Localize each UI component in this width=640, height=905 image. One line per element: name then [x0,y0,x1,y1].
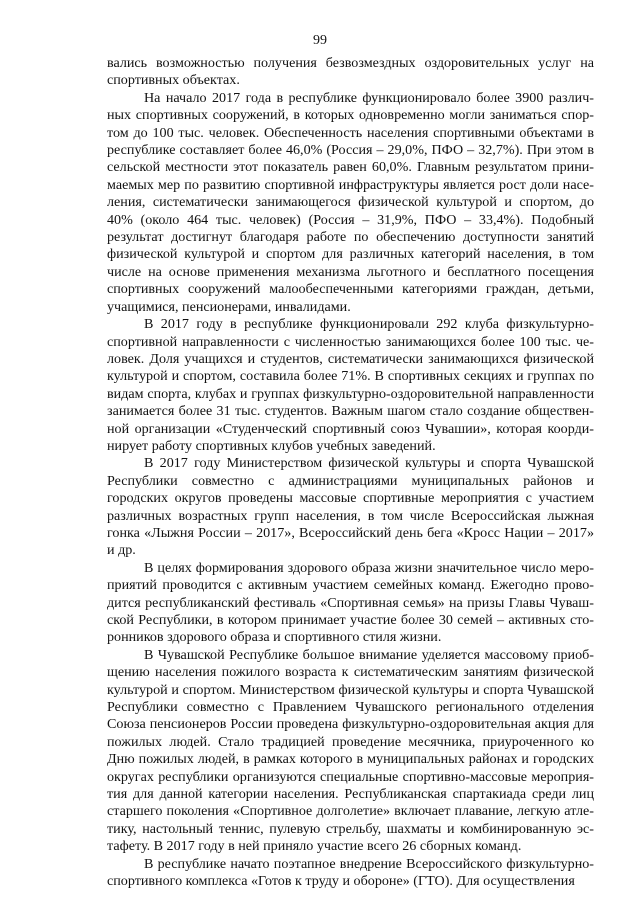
paragraph-family-teams: В целях формирования здорового образа жизни значительное число мероприятий проводится с активным участием семейных команд. Ежегодно проводится республиканский фестиваль «Спортивная семья» на призы Главы Чувашской Республики, в котором принимает участие более 30 семей – активных сторонников здорового образа и спортивного стиля жизни. [107,559,594,646]
paragraph-continuation: вались возможностью получения безвозмездных оздоровительных услуг на спортивных объектах. [107,55,594,89]
paragraph-sports-facilities: На начало 2017 года в республике функционировало более 3900 различных спортивных сооружений, в которых одновременно могли заниматься спортом до 100 тыс. человек. Обеспеченность населения спортивными объектами в республике составляет более 46,0% (Россия – 29,0%, ПФО – 32,7%). При этом в сельской местности этот показатель равен 60,0%. Главным результатом принимаемых мер по развитию спортивной инфраструктуры является рост доли населения, систематически занимающегося физической культурой и спортом, до 40% (около 464 тыс. человек) (Россия – 31,9%, ПФО – 33,4%). Подобный результат достигнут благодаря работе по обеспечению доступности занятий физической культурой и спортом для различных категорий населения, в том числе на основе применения механизма льготного и бесплатного посещения спортивных сооружений малообеспеченными категориями граждан, детьми, учащимися, пенсионерами, инвалидами. [107,89,594,315]
paragraph-mass-events: В 2017 году Министерством физической культуры и спорта Чувашской Республики совместно с администрациями муниципальных районов и городских округов проведены массовые спортивные мероприятия с участием различных возрастных групп населения, в том числе Всероссийская лыжная гонка «Лыжня России – 2017», Всероссийский день бега «Кросс Нации – 2017» и др. [107,455,594,559]
page-number: 99 [313,33,327,48]
paragraph-elderly-sports: В Чувашской Республике большое внимание уделяется массовому приобщению населения пожилого возраста к систематическим занятиям физической культурой и спортом. Министерством физической культуры и спорта Чувашской Республики совместно с Правлением Чувашского регионального отделения Союза пенсионеров России проведена физкультурно-оздоровительная акция для пожилых людей. Стало традицией проведение месячника, приуроченного ко Дню пожилых людей, в рамках которого в муниципальных районах и городских округах республики организуются специальные спортивно-массовые мероприятия для данной категории населения. Республиканская спартакиада среди лиц старшего поколения «Спортивное долголетие» включает плавание, легкую атлетику, настольный теннис, пулевую стрельбу, шахматы и комбинированную эстафету. В 2017 году в ней приняло участие всего 26 сборных команд. [107,646,594,855]
document-body [107,55,594,891]
paragraph-gto-complex: В республике начато поэтапное внедрение Всероссийского физкультурно-спортивного комплекса «Готов к труду и обороне» (ГТО). Для осуществления [107,855,594,890]
paragraph-sports-clubs: В 2017 году в республике функционировали 292 клуба физкультурно-спортивной направленности с численностью занимающихся более 100 тыс. человек. Доля учащихся и студентов, систематически занимающихся физической культурой и спортом, составила более 71%. В спортивных секциях и группах по видам спорта, клубах и группах физкультурно-оздоровительной направленности занимается более 31 тыс. студентов. Важным шагом стало создание общественной организации «Студенческий спортивный союз Чувашии», которая координирует работу спортивных клубов учебных заведений. [107,316,594,454]
